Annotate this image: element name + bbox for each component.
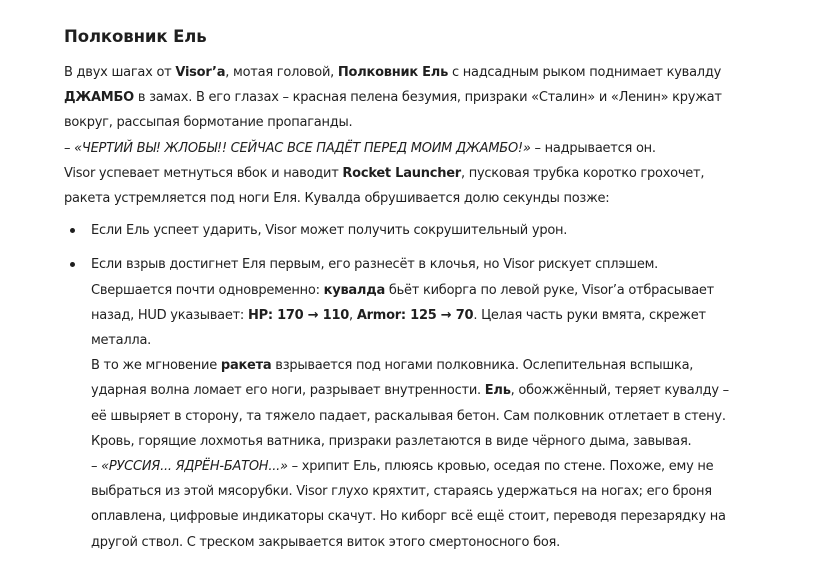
name-visor: Visor’a: [175, 65, 226, 80]
list-item: [64, 218, 744, 243]
weapon-name: ДЖАМБО: [64, 90, 134, 106]
weapon-rocket-launcher: Rocket Launcher: [342, 165, 461, 181]
name-colonel: Полковник Ель: [337, 65, 449, 80]
article: [64, 26, 744, 564]
armor-change: Armor: 125 → 70: [356, 307, 474, 323]
list-item-text: Если взрыв достигнет Еля первым, его разнесёт в клочья, но Visor рискует сплэшем. Свершается почти одновременно: кувалда бьёт киборга по левой руке, Visor’a отбрасывает назад, HUD указывает: HP: 170 → 110, Armor: 125 → 70. Целая часть руки вмята, скрежет металла. В то же мгновение ракета взрывается под ногами полковника. Ослепительная вспышка, ударная волна ломает его ноги, разрывает внутренности. Ель, обожжённый, теряет кувалду – её швыряет в сторону, та тяжело падает, раскалывая бетон. Сам полковник отлетает в стену. Кровь, горящие лохмотья ватника, призраки разлетаются в виде чёрного дыма, завывая. – «РУССИЯ... ЯДРЁН-БАТОН...» – хрипит Ель, плюясь кровью, оседая по стене. Похоже, ему не выбраться из этой мясорубки. Visor глухо кряхтит, стараясь удержаться на ногах; его броня оплавлена, цифровые индикаторы скачут. Но киборг всё ещё стоит, переводя перезарядку на другой ствол. С треском закрывается виток этого смертоносного боя.: [91, 257, 729, 550]
section-title: Полковник Ель: [64, 27, 207, 46]
bullet-icon: [70, 262, 75, 267]
hp-change: HP: 170 → 110: [247, 307, 350, 323]
bullet-icon: [70, 228, 75, 233]
list-item-text: Если Ель успеет ударить, Visor может получить сокрушительный урон.: [91, 223, 568, 239]
intro-paragraph: В двух шагах от Visor’a, мотая головой, Полковник Ель с надсадным рыком поднимает кувалду ДЖАМБО в замах. В его глазах – красная пелена безумия, призраки «Сталин» и «Ленин» кружат вокруг, рассыпая бормотание пропаганды. – «ЧЕРТИЙ ВЫ! ЖЛОБЫ!! СЕЙЧАС ВСЕ ПАДЁТ ПЕРЕД МОИМ ДЖАМБО!» – надрывается он. Visor успевает метнуться вбок и наводит Rocket Launcher, пусковая трубка коротко грохочет, ракета устремляется под ноги Еля. Кувалда обрушивается долю секунды позже:: [64, 65, 722, 207]
quote-dying: «РУССИЯ... ЯДРЁН-БАТОН...»: [101, 459, 288, 475]
quote-shout: «ЧЕРТИЙ ВЫ! ЖЛОБЫ!! СЕЙЧАС ВСЕ ПАДЁТ ПЕРЕД МОИМ ДЖАМБО!»: [74, 140, 531, 156]
outcome-list: [64, 218, 744, 555]
list-item: [64, 252, 744, 554]
